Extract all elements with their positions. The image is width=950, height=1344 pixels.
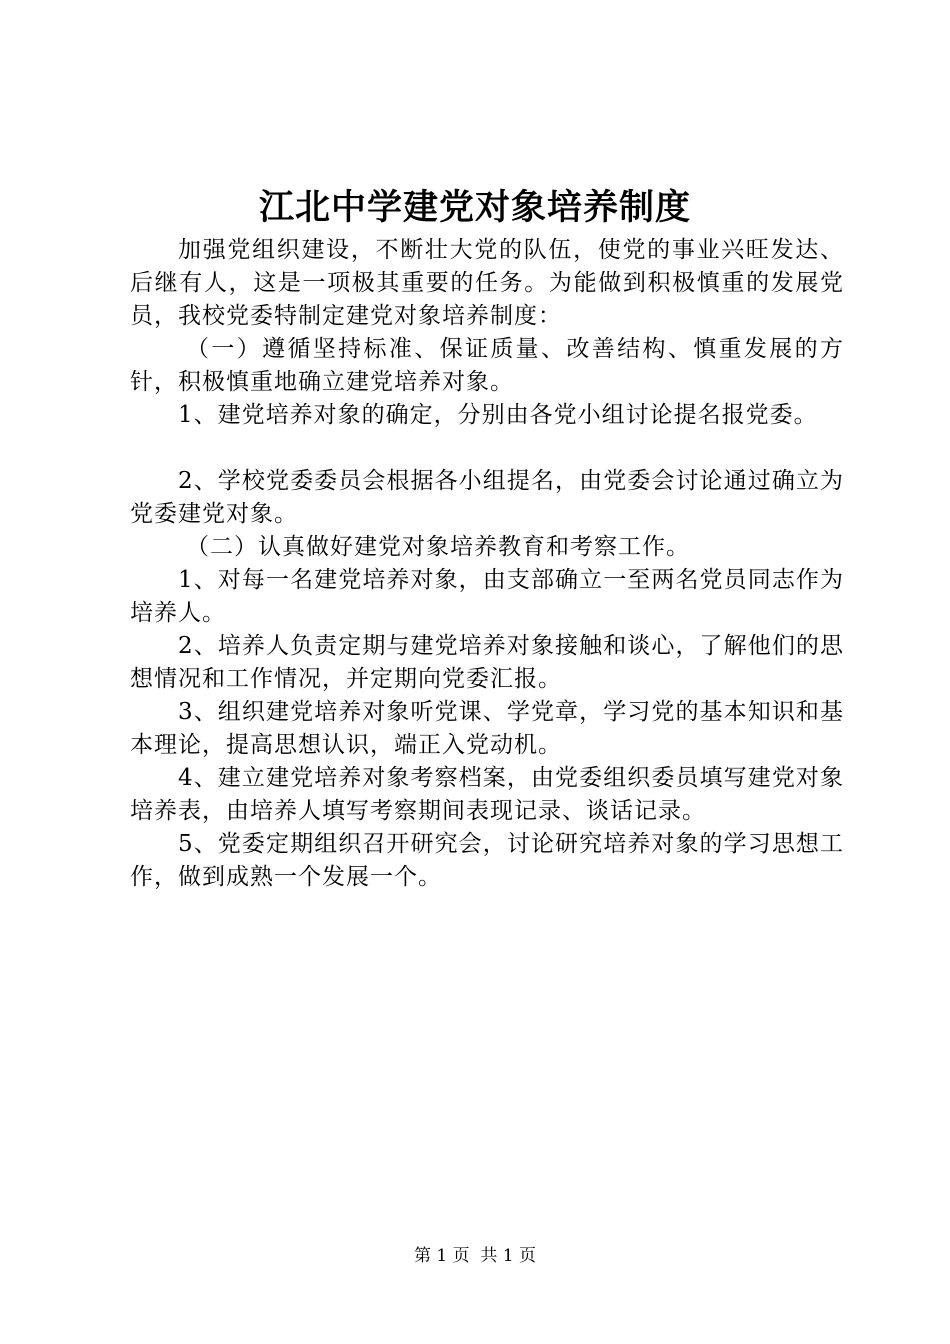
- section-1-item-1: 1、建党培养对象的确定，分别由各党小组讨论提名报党委。: [178, 402, 818, 428]
- document-body: [130, 234, 844, 894]
- document-title: 江北中学建党对象培养制度: [258, 187, 691, 228]
- section-2-item-2: 2、培养人负责定期与建党培养对象接触和谈心，了解他们的思想情况和工作情况，并定期向党委汇报。: [130, 633, 844, 692]
- page-footer: [0, 1244, 950, 1268]
- section-2-item-5: 5、党委定期组织召开研究会，讨论研究培养对象的学习思想工作，做到成熟一个发展一个。: [130, 831, 844, 890]
- section-2-item-3: 3、组织建党培养对象听党课、学党章，学习党的基本知识和基本理论，提高思想认识，端正入党动机。: [130, 699, 844, 758]
- section-1-item-2: 2、学校党委委员会根据各小组提名，由党委会讨论通过确立为党委建党对象。: [130, 468, 844, 527]
- section-2-item-4: 4、建立建党培养对象考察档案，由党委组织委员填写建党对象培养表，由培养人填写考察期间表现记录、谈话记录。: [130, 765, 844, 824]
- page-number: 第 1 页 共 1 页: [413, 1246, 537, 1266]
- section-heading-2: （二）认真做好建党对象培养教育和考察工作。: [186, 534, 690, 560]
- section-heading-1: （一）遵循坚持标准、保证质量、改善结构、慎重发展的方针，积极慎重地确立建党培养对象。: [130, 336, 844, 395]
- section-2-item-1: 1、对每一名建党培养对象，由支部确立一至两名党员同志作为培养人。: [130, 567, 844, 626]
- intro-paragraph: 加强党组织建设，不断壮大党的队伍，使党的事业兴旺发达、后继有人，这是一项极其重要的任务。为能做到积极慎重的发展党员，我校党委特制定建党对象培养制度：: [130, 237, 844, 329]
